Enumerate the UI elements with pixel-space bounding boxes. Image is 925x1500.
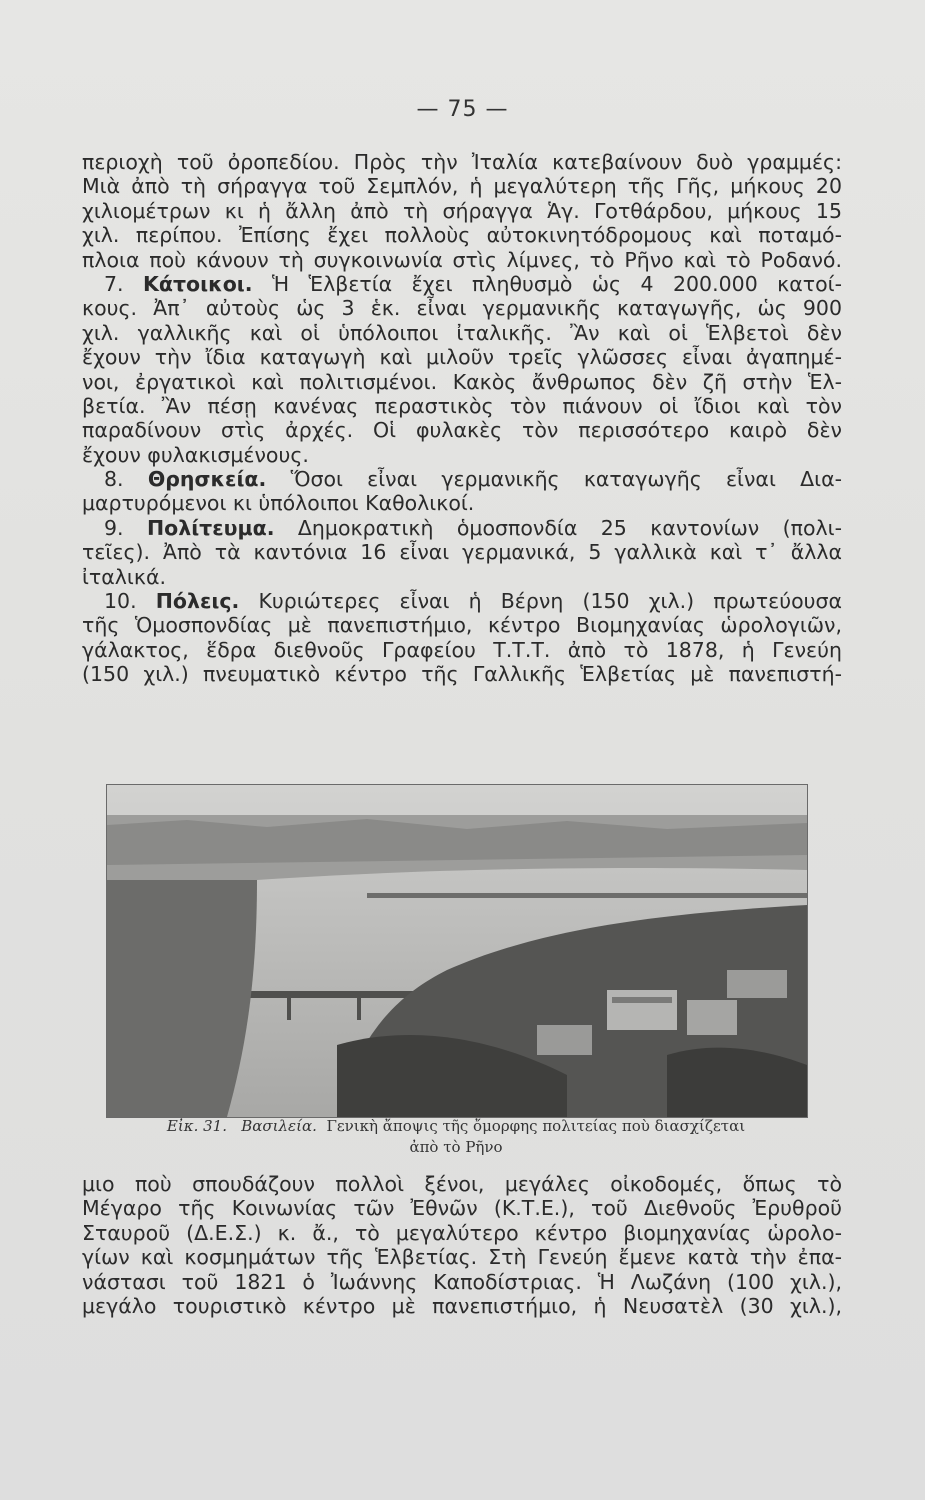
- figure-caption: [106, 1116, 806, 1158]
- text-line: μεγάλο τουριστικὸ κέντρο μὲ πανεπιστήμιο, ἡ Νευσατὲλ (30 χιλ.),: [82, 1293, 842, 1318]
- text-line: κους. Ἀπ᾿ αὐτοὺς ὡς 3 ἑκ. εἶναι γερμανικῆς καταγωγῆς, ὡς 900: [82, 296, 842, 321]
- page-number: — 75 —: [416, 97, 509, 122]
- text-line: γάλακτος, ἕδρα διεθνοῦς Γραφείου Τ.Τ.Τ. ἀπὸ τὸ 1878, ἡ Γενεύη: [82, 637, 842, 662]
- bottom-text-block: [82, 1172, 842, 1318]
- section-8-first-line: [82, 467, 842, 491]
- text-line: Μιὰ ἀπὸ τὴ σήραγγα τοῦ Σεμπλόν, ἡ μεγαλύτερη τῆς Γῆς, μήκους 20: [82, 174, 842, 199]
- section-number: 7.: [104, 271, 124, 296]
- text-line: βετία. Ἂν πέσῃ κανένας περαστικὸς τὸν πιάνουν οἱ ἴδιοι καὶ τὸν: [82, 393, 842, 418]
- text-line: γίων καὶ κοσμημάτων τῆς Ἑλβετίας. Στὴ Γενεύη ἔμενε κατὰ τὴν ἐπα-: [82, 1245, 842, 1270]
- main-text-block: [82, 150, 842, 687]
- caption-line-2: ἀπὸ τὸ Ρῆνο: [409, 1138, 503, 1156]
- section-heading-politevma: Πολίτευμα.: [146, 515, 275, 540]
- text-line: (150 χιλ.) πνευματικὸ κέντρο τῆς Γαλλικῆς Ἑλβετίας μὲ πανεπιστή-: [82, 662, 842, 687]
- text-line: νάστασι τοῦ 1821 ὁ Ἰωάννης Καποδίστριας. Ἡ Λωζάνη (100 χιλ.),: [82, 1269, 842, 1294]
- text-line: νοι, ἐργατικοὶ καὶ πολιτισμένοι. Κακὸς ἄνθρωπος δὲν ζῆ στὴν Ἑλ-: [82, 369, 842, 394]
- caption-line-1: [106, 1116, 806, 1137]
- section-heading-thriskeia: Θρησκεία.: [147, 467, 267, 492]
- text-line: ἔχουν φυλακισμένους.: [82, 442, 309, 467]
- text-line: χιλ. γαλλικῆς καὶ οἱ ὑπόλοιποι ἰταλικῆς. Ἂν καὶ οἱ Ἑλβετοὶ δὲν: [82, 320, 842, 345]
- section-number: 8.: [104, 467, 124, 492]
- photo-illustration: [107, 785, 807, 1117]
- text-line: ἔχουν τὴν ἴδια καταγωγὴ καὶ μιλοῦν τρεῖς γλῶσσες εἶναι ἀγαπημέ-: [82, 345, 842, 370]
- section-number: 10.: [104, 589, 137, 614]
- photo-basel-rhine: [106, 784, 808, 1118]
- figure-place: Βασιλεία.: [241, 1117, 317, 1135]
- section-heading-poleis: Πόλεις.: [155, 589, 240, 614]
- section-7-first-line: [82, 272, 842, 296]
- text-line: πλοια ποὺ κάνουν τὴ συγκοινωνία στὶς λίμνες, τὸ Ρῆνο καὶ τὸ Ροδανό.: [82, 247, 842, 272]
- text-line: παραδίνουν στὶς ἀρχές. Οἱ φυλακὲς τὸν περισσότερο καιρὸ δὲν: [82, 418, 842, 443]
- section-text: Ὅσοι εἶναι γερμανικῆς καταγωγῆς εἶναι Δια-: [290, 467, 842, 492]
- figure-caption-text: Γενικὴ ἄποψις τῆς ὄμορφης πολιτείας ποὺ διασχίζεται: [326, 1117, 746, 1135]
- section-heading-katoikoi: Κάτοικοι.: [143, 271, 253, 296]
- section-text: Κυριώτερες εἶναι ἡ Βέρνη (150 χιλ.) πρωτεύουσα: [258, 589, 842, 614]
- text-line: μιο ποὺ σπουδάζουν πολλοὶ ξένοι, μεγάλες οἰκοδομές, ὅπως τὸ: [82, 1172, 842, 1196]
- text-line: ἰταλικά.: [82, 564, 166, 589]
- text-line: χιλ. περίπου. Ἐπίσης ἔχει πολλοὺς αὐτοκινητόδρομους καὶ ποταμό-: [82, 223, 842, 248]
- text-line: τεῖες). Ἀπὸ τὰ καντόνια 16 εἶναι γερμανικά, 5 γαλλικὰ καὶ τ᾿ ἄλλα: [82, 540, 842, 565]
- text-line: τῆς Ὁμοσπονδίας μὲ πανεπιστήμιο, κέντρο Βιομηχανίας ὡρολογιῶν,: [82, 613, 842, 638]
- section-10-first-line: [82, 589, 842, 613]
- section-number: 9.: [104, 515, 124, 540]
- text-line: χιλιομέτρων κι ἡ ἄλλη ἀπὸ τὴ σήραγγα Ἁγ. Γοτθάρδου, μήκους 15: [82, 198, 842, 223]
- section-text: Δημοκρατικὴ ὁμοσπονδία 25 καντονίων (πολι-: [297, 515, 842, 540]
- figure-label: Εἰκ. 31.: [166, 1117, 227, 1135]
- text-line: μαρτυρόμενοι κι ὑπόλοιποι Καθολικοί.: [82, 491, 475, 516]
- text-line: Μέγαρο τῆς Κοινωνίας τῶν Ἐθνῶν (Κ.Τ.Ε.), τοῦ Διεθνοῦς Ἐρυθροῦ: [82, 1196, 842, 1221]
- text-line: περιοχὴ τοῦ ὀροπεδίου. Πρὸς τὴν Ἰταλία κατεβαίνουν δυὸ γραμμές:: [82, 150, 842, 174]
- text-line: Σταυροῦ (Δ.Ε.Σ.) κ. ἄ., τὸ μεγαλύτερο κέντρο βιομηχανίας ὡρολο-: [82, 1220, 842, 1245]
- section-9-first-line: [82, 516, 842, 540]
- section-text: Ἡ Ἑλβετία ἔχει πληθυσμὸ ὡς 4 200.000 κατοί-: [271, 271, 842, 296]
